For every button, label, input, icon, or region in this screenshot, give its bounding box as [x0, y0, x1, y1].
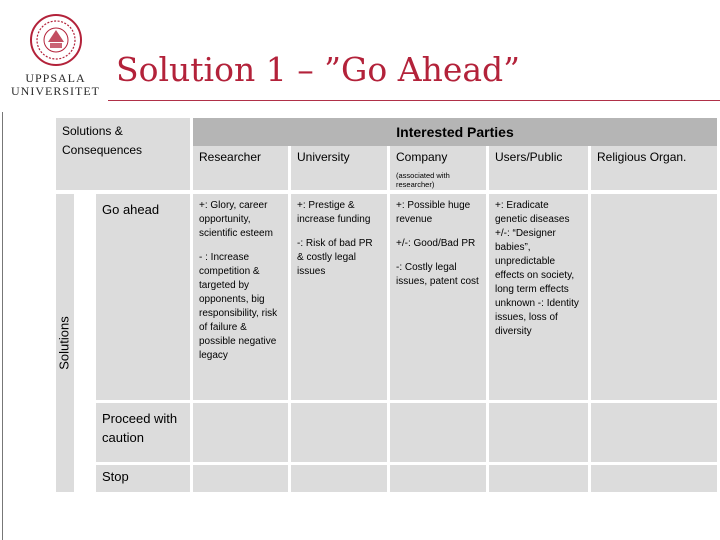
title-rule	[108, 100, 720, 101]
logo-line-1: UPPSALA	[25, 71, 86, 85]
cell-text: +: Glory, career opportunity, scientific esteem	[199, 200, 273, 239]
interested-parties-header: Interested Parties	[193, 118, 717, 146]
cell-stop-researcher	[193, 465, 288, 492]
cell-text: -: Risk of bad PR & costly legal issues	[297, 238, 373, 277]
column-header-university	[291, 146, 387, 190]
cell-text: +/-: Good/Bad PR	[396, 238, 476, 249]
cell-go-ahead-university	[291, 194, 387, 400]
cell-stop-university	[291, 465, 387, 492]
row-label-go-ahead: Go ahead	[96, 194, 190, 400]
cell-stop-users-public	[489, 465, 588, 492]
column-name: Users/Public	[495, 150, 563, 164]
cell-text: +: Prestige & increase funding	[297, 200, 371, 225]
uppsala-logo	[8, 10, 103, 100]
corner-header: Solutions & Consequences	[56, 118, 190, 190]
cell-text: +: Possible huge revenue	[396, 200, 471, 225]
cell-stop-religious	[591, 465, 717, 492]
cell-caution-company	[390, 403, 486, 462]
left-border-line	[2, 112, 3, 540]
column-name: Researcher	[199, 150, 262, 164]
column-header-users-public	[489, 146, 588, 190]
cell-go-ahead-researcher	[193, 194, 288, 400]
row-label-stop: Stop	[96, 465, 190, 492]
cell-caution-university	[291, 403, 387, 462]
cell-go-ahead-religious	[591, 194, 717, 400]
slide-title: Solution 1 – ”Go Ahead”	[116, 50, 521, 89]
cell-stop-company	[390, 465, 486, 492]
row-label-proceed-with-caution: Proceed with caution	[96, 403, 190, 462]
column-name: University	[297, 150, 350, 164]
solutions-side-label	[56, 194, 74, 492]
cell-go-ahead-users-public	[489, 194, 588, 400]
logo-line-2: UNIVERSITET	[11, 84, 100, 98]
column-header-religious	[591, 146, 717, 190]
column-name: Company	[396, 150, 448, 164]
cell-caution-religious	[591, 403, 717, 462]
column-header-researcher	[193, 146, 288, 190]
cell-caution-researcher	[193, 403, 288, 462]
cell-text: -: Costly legal issues, patent cost	[396, 262, 479, 287]
column-name: Religious Organ.	[597, 150, 687, 164]
column-header-company	[390, 146, 486, 190]
column-subtitle: (associated with researcher)	[396, 171, 450, 189]
cell-text: +: Eradicate genetic diseases +/-: “Designer babies”, unpredictable effects on society, long term effects unknown -: Identity issues, loss of diversity	[495, 200, 579, 337]
cell-text: - : Increase competition & targeted by opponents, big responsibility, risk of failure & possible negative legacy	[199, 252, 278, 361]
side-label-text: Solutions	[57, 316, 73, 370]
university-seal-icon	[30, 10, 82, 70]
cell-go-ahead-company	[390, 194, 486, 400]
cell-caution-users-public	[489, 403, 588, 462]
